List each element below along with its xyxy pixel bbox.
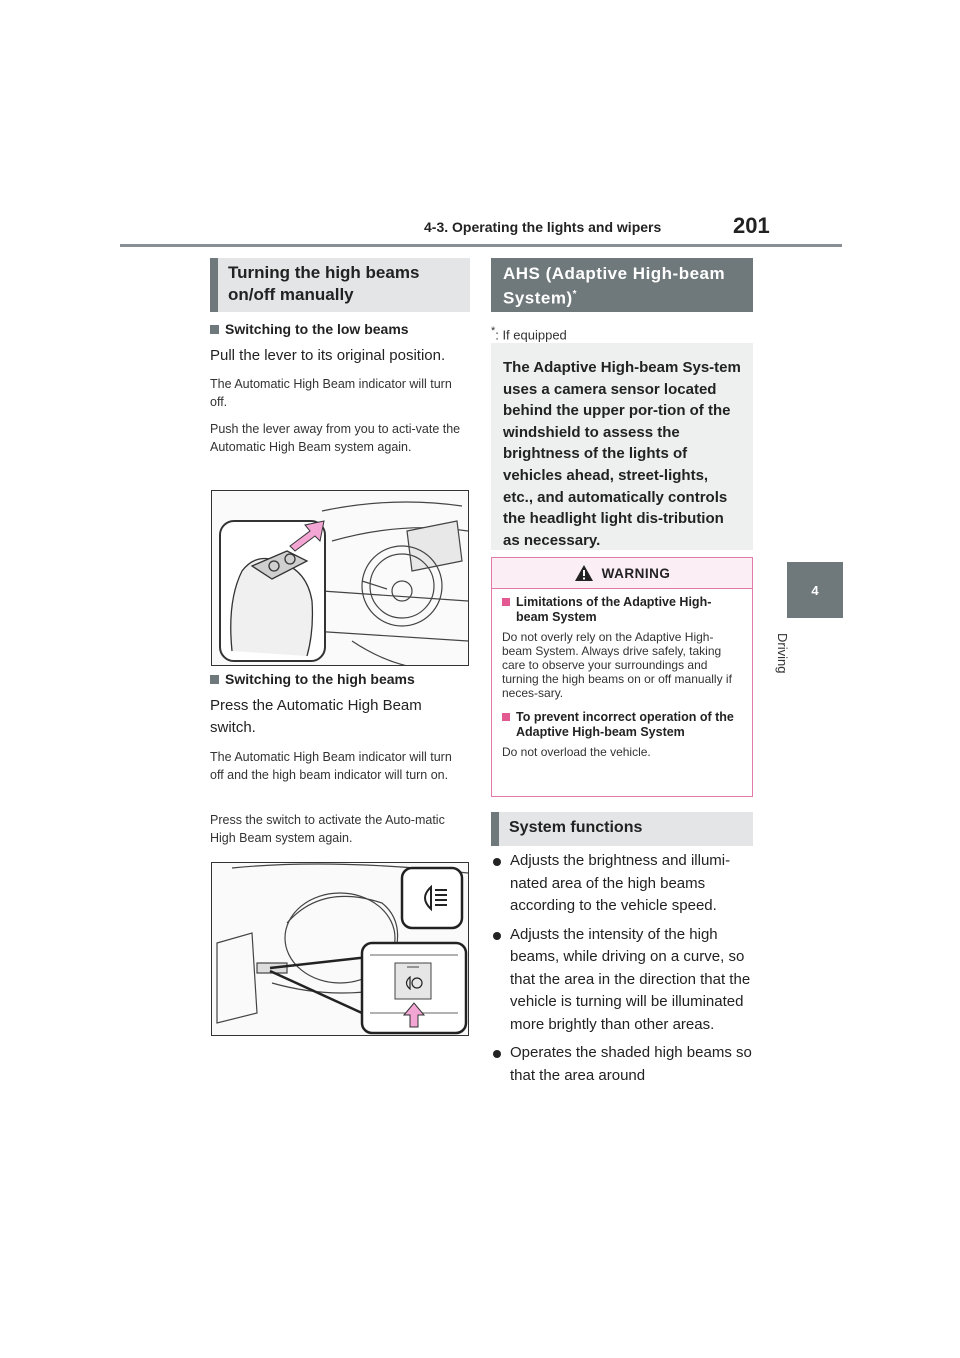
subheading-low-beams: Switching to the low beams [210, 321, 470, 337]
switch-illustration [211, 862, 469, 1036]
page-number: 201 [733, 213, 770, 238]
functions-list [491, 850, 753, 1093]
section-title-manual: Turning the high beams on/off manually [210, 258, 470, 312]
header-rule [120, 244, 842, 247]
warning-box [491, 557, 753, 797]
low-beams-note-2: Push the lever away from you to acti-vate the Automatic High Beam system again. [210, 422, 461, 454]
ahs-summary: The Adaptive High-beam Sys-tem uses a camera sensor located behind the upper por-tion of the windshield to assess the brightness of the lights of vehicles ahead, street-lights, etc., and automatically controls the headlight light dis-tribution as necessary. [491, 343, 753, 550]
high-beams-note-2: Press the switch to activate the Auto-matic High Beam system again. [210, 813, 445, 845]
section-title-system-functions: System functions [491, 812, 753, 846]
chapter-label: Driving [775, 633, 790, 674]
low-beams-instruction: Pull the lever to its original position. [210, 347, 446, 364]
high-beams-instruction: Press the Automatic High Beam switch. [210, 697, 422, 736]
list-item: Adjusts the intensity of the high beams, while driving on a curve, so that the area in the direction that the vehicle is turning will be illuminated more brightly than other areas. [491, 924, 753, 1037]
switch-drawing [212, 863, 469, 1036]
warning-header: WARNING [492, 558, 752, 589]
high-beams-note-1: The Automatic High Beam indicator will turn off and the high beam indicator will turn on. [210, 750, 452, 782]
chapter-tab[interactable]: 4 [787, 562, 843, 618]
lever-illustration [211, 490, 469, 666]
footnote-if-equipped: *: If equipped [491, 325, 567, 343]
warning-item-2-text: Do not overload the vehicle. [502, 745, 651, 759]
section-header: 4-3. Operating the lights and wipers [424, 219, 662, 235]
subheading-high-beams: Switching to the high beams [210, 671, 470, 687]
warning-item-1-heading: Limitations of the Adaptive High-beam System [502, 595, 742, 625]
warning-item-1-text: Do not overly rely on the Adaptive High-beam System. Always drive safely, taking care to observe your surroundings and turning the high beams on or off manually if neces-sary. [502, 630, 732, 700]
low-beams-note-1: The Automatic High Beam indicator will turn off. [210, 377, 452, 409]
list-item: Operates the shaded high beams so that the area around [491, 1042, 753, 1087]
list-item: Adjusts the brightness and illumi-nated area of the high beams according to the vehicle speed. [491, 850, 753, 918]
lever-drawing [212, 491, 469, 666]
warning-triangle-icon [574, 564, 594, 582]
warning-item-2-heading: To prevent incorrect operation of the Adaptive High-beam System [502, 710, 742, 740]
section-title-ahs: AHS (Adaptive High-beam System)* [491, 258, 753, 312]
